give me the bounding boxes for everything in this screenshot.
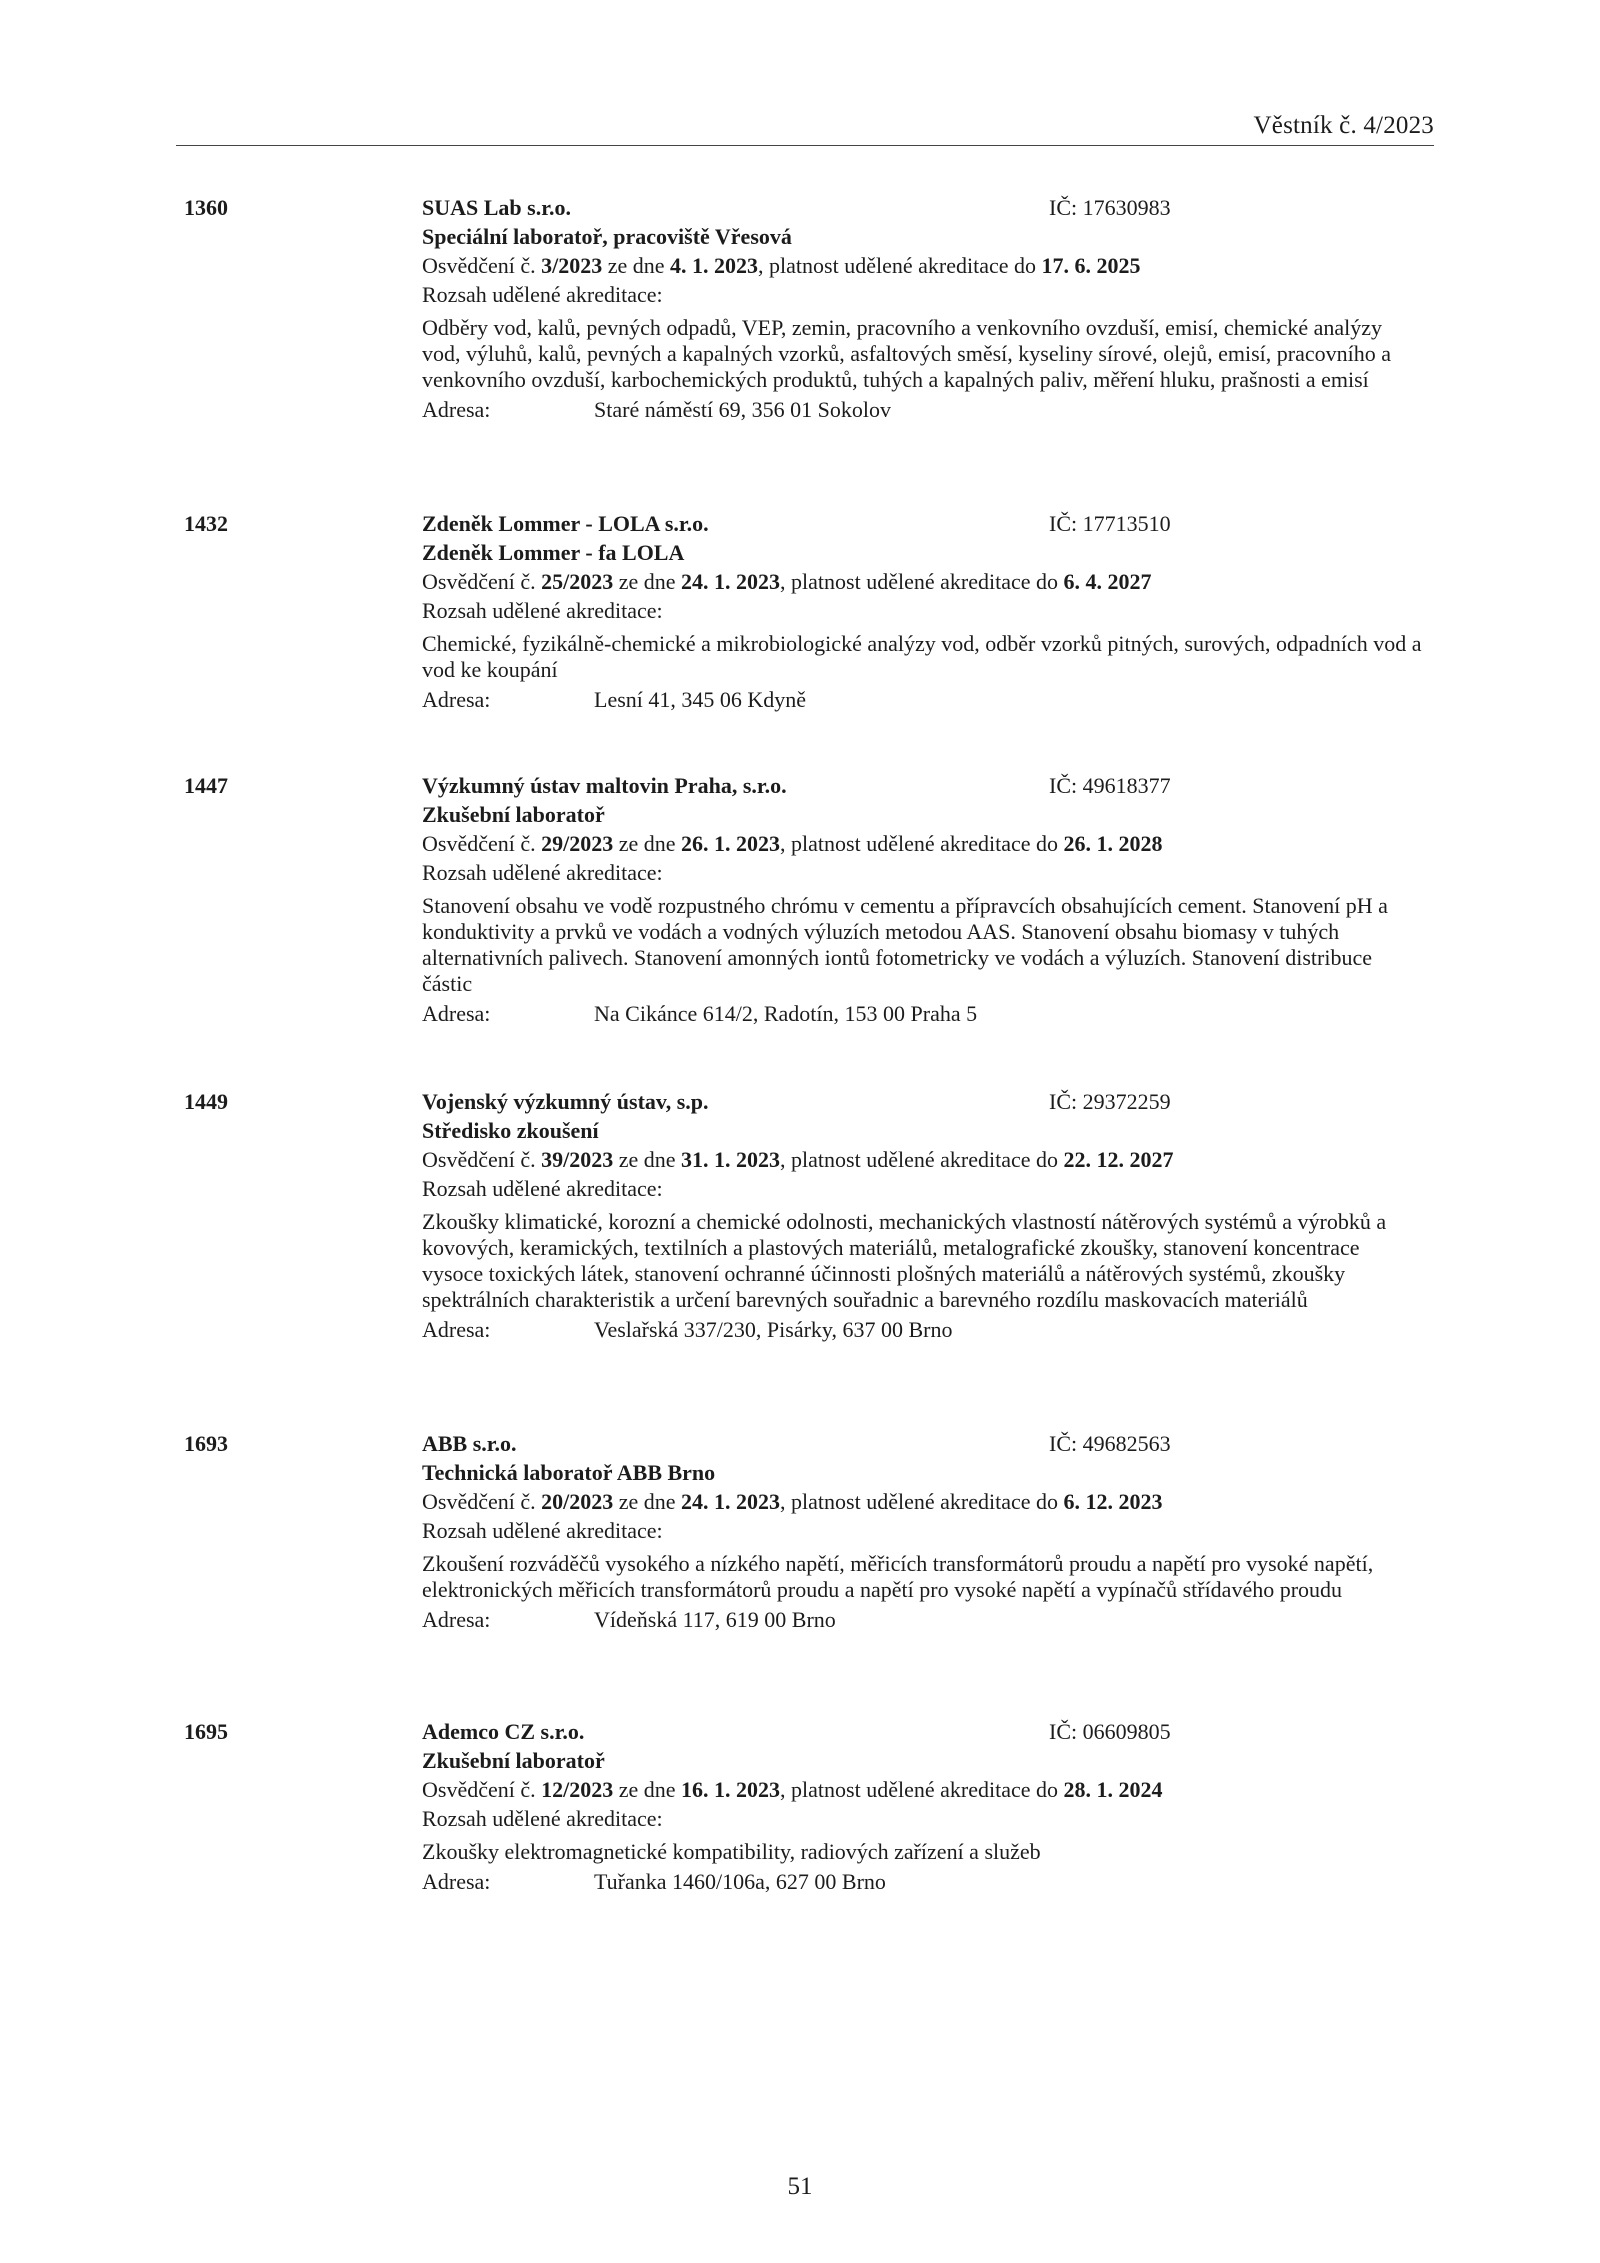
certificate-label: Osvědčení č. xyxy=(422,569,536,594)
entry-body xyxy=(422,1719,1422,1898)
address-line xyxy=(422,1607,1422,1636)
issued-date: 16. 1. 2023 xyxy=(681,1777,781,1802)
ico-value: 06609805 xyxy=(1082,1719,1171,1744)
address-line xyxy=(422,687,1422,716)
entry-number: 1360 xyxy=(184,195,228,220)
unit-name: Speciální laboratoř, pracoviště Vřesová xyxy=(422,224,792,249)
certificate-number: 25/2023 xyxy=(541,569,614,594)
entry-body xyxy=(422,1431,1422,1636)
scope-text: Odběry vod, kalů, pevných odpadů, VEP, zemin, pracovního a venkovního ovzduší, emisí, chemické analýzy vod, výluhů, kalů, pevných a kapalných vzorků, asfaltových směsí, kyseliny sírové, olejů, emisí, pracovního a venkovního ovzduší, karbochemických produktů, tuhých a kapalných paliv, měření hluku, prašnosti a emisí xyxy=(422,315,1391,392)
accreditation-entry xyxy=(0,511,1600,773)
certificate-number: 3/2023 xyxy=(541,253,603,278)
unit-name: Středisko zkoušení xyxy=(422,1118,599,1143)
ico-label: IČ: xyxy=(1049,195,1078,220)
accreditation-list xyxy=(0,195,1600,1955)
certificate-number: 12/2023 xyxy=(541,1777,614,1802)
ico-field xyxy=(1049,1431,1171,1457)
certificate-number: 29/2023 xyxy=(541,831,614,856)
scope-text: Zkoušky klimatické, korozní a chemické odolnosti, mechanických vlastností nátěrových systémů a výrobků a kovových, keramických, textilních a plastových materiálů, metalografické zkoušky, stanovení koncentrace vysoce toxických látek, stanovení ochranné účinnosti plošných materiálů a nátěrových systémů, zkoušky spektrálních charakteristik a určení barevných souřadnic a barevného rozdílu maskovacích materiálů xyxy=(422,1209,1387,1312)
certificate-label: Osvědčení č. xyxy=(422,1489,536,1514)
entry-number: 1447 xyxy=(184,773,228,798)
page-number: 51 xyxy=(787,2173,813,2200)
validity-label: , platnost udělené akreditace do xyxy=(780,831,1058,856)
company-name: Zdeněk Lommer - LOLA s.r.o. xyxy=(422,511,709,536)
address-label: Adresa: xyxy=(422,1001,491,1026)
address-line xyxy=(422,1001,1422,1030)
valid-until: 28. 1. 2024 xyxy=(1063,1777,1163,1802)
certificate-line xyxy=(422,1489,1422,1518)
company-row xyxy=(422,195,1422,224)
issued-date: 31. 1. 2023 xyxy=(681,1147,781,1172)
unit-name: Technická laboratoř ABB Brno xyxy=(422,1460,716,1485)
ico-label: IČ: xyxy=(1049,1431,1078,1456)
address-line xyxy=(422,397,1422,426)
company-row xyxy=(422,773,1422,802)
validity-label: , platnost udělené akreditace do xyxy=(758,253,1036,278)
ico-value: 49618377 xyxy=(1082,773,1171,798)
validity-label: , platnost udělené akreditace do xyxy=(780,1147,1058,1172)
company-row xyxy=(422,1431,1422,1460)
certificate-line xyxy=(422,831,1422,860)
unit-name: Zkušební laboratoř xyxy=(422,802,605,827)
scope-text: Zkoušení rozváděčů vysokého a nízkého napětí, měřicích transformátorů proudu a napětí pro vysoké napětí, elektronických měřicích transformátorů proudu a napětí pro vysoké napětí a vypínačů střídavého proudu xyxy=(422,1551,1374,1602)
ico-field xyxy=(1049,511,1171,537)
header-rule xyxy=(176,145,1434,146)
issued-date: 24. 1. 2023 xyxy=(681,1489,781,1514)
issued-label: ze dne xyxy=(618,831,676,856)
certificate-line xyxy=(422,1147,1422,1176)
entry-body xyxy=(422,195,1422,426)
unit-name: Zdeněk Lommer - fa LOLA xyxy=(422,540,685,565)
scope-label: Rozsah udělené akreditace: xyxy=(422,1518,663,1543)
issued-label: ze dne xyxy=(618,569,676,594)
valid-until: 22. 12. 2027 xyxy=(1063,1147,1174,1172)
entry-number: 1449 xyxy=(184,1089,228,1114)
unit-name: Zkušební laboratoř xyxy=(422,1748,605,1773)
ico-label: IČ: xyxy=(1049,1089,1078,1114)
accreditation-entry xyxy=(0,1431,1600,1719)
validity-label: , platnost udělené akreditace do xyxy=(780,569,1058,594)
entry-body xyxy=(422,773,1422,1030)
company-name: Ademco CZ s.r.o. xyxy=(422,1719,585,1744)
company-row xyxy=(422,1719,1422,1748)
issued-label: ze dne xyxy=(607,253,665,278)
scope-label: Rozsah udělené akreditace: xyxy=(422,1806,663,1831)
scope-text: Chemické, fyzikálně-chemické a mikrobiologické analýzy vod, odběr vzorků pitných, surových, odpadních vod a vod ke koupání xyxy=(422,631,1422,682)
address-line xyxy=(422,1317,1422,1346)
header-title: Věstník č. 4/2023 xyxy=(1253,112,1434,139)
certificate-line xyxy=(422,253,1422,282)
ico-label: IČ: xyxy=(1049,511,1078,536)
address-value: Tuřanka 1460/106a, 627 00 Brno xyxy=(594,1869,886,1894)
address-value: Lesní 41, 345 06 Kdyně xyxy=(594,687,807,712)
accreditation-entry xyxy=(0,1719,1600,1955)
issued-label: ze dne xyxy=(618,1489,676,1514)
scope-text: Zkoušky elektromagnetické kompatibility, radiových zařízení a služeb xyxy=(422,1839,1041,1864)
address-label: Adresa: xyxy=(422,1607,491,1632)
entry-body xyxy=(422,511,1422,716)
scope-label: Rozsah udělené akreditace: xyxy=(422,598,663,623)
company-name: ABB s.r.o. xyxy=(422,1431,517,1456)
issued-label: ze dne xyxy=(618,1147,676,1172)
ico-field xyxy=(1049,773,1171,799)
entry-number: 1693 xyxy=(184,1431,228,1456)
validity-label: , platnost udělené akreditace do xyxy=(780,1489,1058,1514)
certificate-number: 20/2023 xyxy=(541,1489,614,1514)
ico-value: 17713510 xyxy=(1082,511,1171,536)
certificate-label: Osvědčení č. xyxy=(422,831,536,856)
accreditation-entry xyxy=(0,195,1600,511)
certificate-number: 39/2023 xyxy=(541,1147,614,1172)
address-line xyxy=(422,1869,1422,1898)
company-name: Výzkumný ústav maltovin Praha, s.r.o. xyxy=(422,773,787,798)
accreditation-entry xyxy=(0,1089,1600,1431)
certificate-label: Osvědčení č. xyxy=(422,1147,536,1172)
address-value: Na Cikánce 614/2, Radotín, 153 00 Praha 5 xyxy=(594,1001,978,1026)
ico-field xyxy=(1049,1719,1171,1745)
entry-number: 1695 xyxy=(184,1719,228,1744)
scope-label: Rozsah udělené akreditace: xyxy=(422,1176,663,1201)
address-label: Adresa: xyxy=(422,1869,491,1894)
certificate-line xyxy=(422,1777,1422,1806)
address-label: Adresa: xyxy=(422,397,491,422)
scope-label: Rozsah udělené akreditace: xyxy=(422,282,663,307)
certificate-label: Osvědčení č. xyxy=(422,1777,536,1802)
address-value: Veslařská 337/230, Pisárky, 637 00 Brno xyxy=(594,1317,953,1342)
valid-until: 17. 6. 2025 xyxy=(1041,253,1141,278)
address-label: Adresa: xyxy=(422,1317,491,1342)
ico-value: 29372259 xyxy=(1082,1089,1171,1114)
address-label: Adresa: xyxy=(422,687,491,712)
scope-label: Rozsah udělené akreditace: xyxy=(422,860,663,885)
issued-label: ze dne xyxy=(618,1777,676,1802)
ico-label: IČ: xyxy=(1049,773,1078,798)
company-name: SUAS Lab s.r.o. xyxy=(422,195,571,220)
ico-field xyxy=(1049,1089,1171,1115)
address-value: Vídeňská 117, 619 00 Brno xyxy=(594,1607,836,1632)
validity-label: , platnost udělené akreditace do xyxy=(780,1777,1058,1802)
issued-date: 26. 1. 2023 xyxy=(681,831,781,856)
accreditation-entry xyxy=(0,773,1600,1089)
ico-label: IČ: xyxy=(1049,1719,1078,1744)
company-row xyxy=(422,1089,1422,1118)
certificate-line xyxy=(422,569,1422,598)
ico-field xyxy=(1049,195,1171,221)
valid-until: 6. 4. 2027 xyxy=(1063,569,1152,594)
issued-date: 4. 1. 2023 xyxy=(670,253,759,278)
valid-until: 26. 1. 2028 xyxy=(1063,831,1163,856)
ico-value: 49682563 xyxy=(1082,1431,1171,1456)
address-value: Staré náměstí 69, 356 01 Sokolov xyxy=(594,397,891,422)
entry-number: 1432 xyxy=(184,511,228,536)
company-name: Vojenský výzkumný ústav, s.p. xyxy=(422,1089,709,1114)
issued-date: 24. 1. 2023 xyxy=(681,569,781,594)
scope-text: Stanovení obsahu ve vodě rozpustného chrómu v cementu a přípravcích obsahujících cement. Stanovení pH a konduktivity a prvků ve vodách a vodných výluzích metodou AAS. Stanovení obsahu biomasy v tuhých alternativních palivech. Stanovení amonných iontů fotometricky ve vodách a výluzích. Stanovení distribuce částic xyxy=(422,893,1388,996)
ico-value: 17630983 xyxy=(1082,195,1171,220)
valid-until: 6. 12. 2023 xyxy=(1063,1489,1163,1514)
certificate-label: Osvědčení č. xyxy=(422,253,536,278)
entry-body xyxy=(422,1089,1422,1346)
company-row xyxy=(422,511,1422,540)
